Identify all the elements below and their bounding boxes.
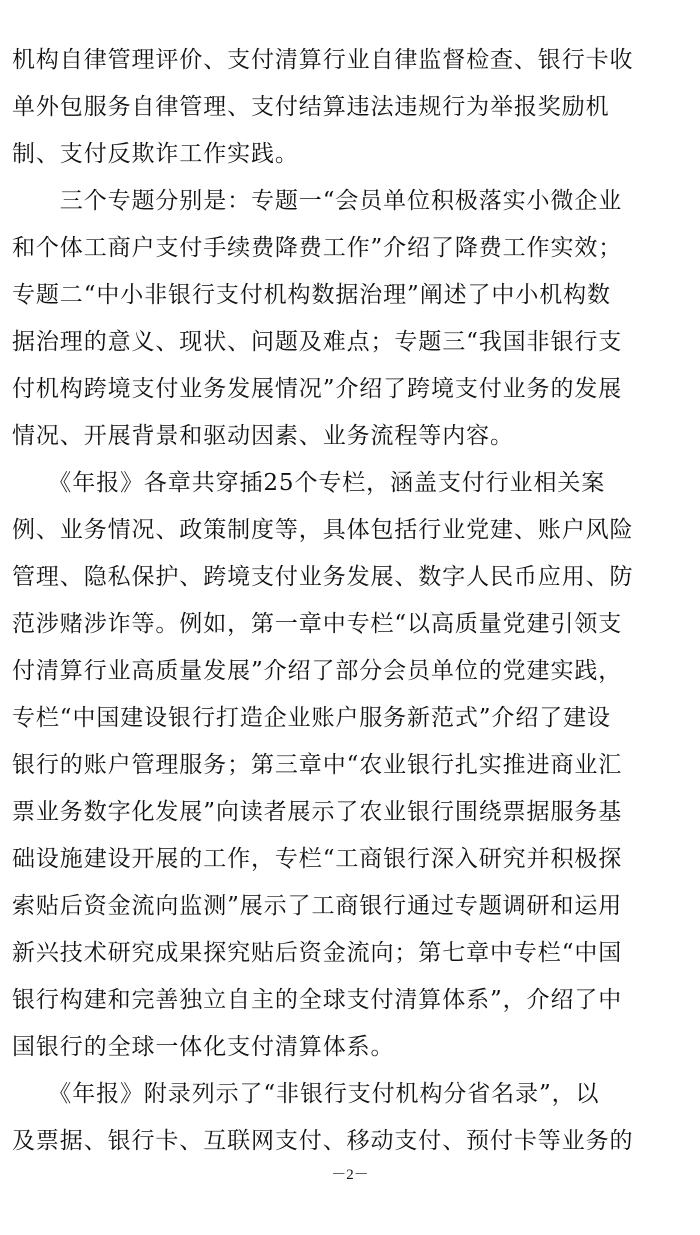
text-line: 索贴后资金流向监测”展示了工商银行通过专题调研和运用 xyxy=(12,893,623,919)
text-line: 《年报》附录列示了“非银行支付机构分省名录”，以 xyxy=(12,1081,600,1107)
text-line: 新兴技术研究成果探究贴后资金流向；第七章中专栏“中国 xyxy=(12,940,623,966)
text-line: 《年报》各章共穿插25个专栏，涵盖支付行业相关案 xyxy=(12,470,606,496)
text-line: 票业务数字化发展”向读者展示了农业银行围绕票据服务基 xyxy=(12,799,623,825)
text-line: 银行的账户管理服务；第三章中“农业银行扎实推进商业汇 xyxy=(12,752,623,778)
text-line: 制、支付反欺诈工作实践。 xyxy=(12,141,299,167)
text-line: 情况、开展背景和驱动因素、业务流程等内容。 xyxy=(12,423,514,449)
text-line: 范涉赌涉诈等。例如，第一章中专栏“以高质量党建引领支 xyxy=(12,611,623,637)
text-line: 及票据、银行卡、互联网支付、移动支付、预付卡等业务的 xyxy=(12,1128,634,1154)
text-line: 国银行的全球一体化支付清算体系。 xyxy=(12,1034,395,1060)
text-line: 付机构跨境支付业务发展情况”介绍了跨境支付业务的发展 xyxy=(12,376,623,402)
text-line: 和个体工商户支付手续费降费工作”介绍了降费工作实效； xyxy=(12,235,623,261)
text-line: 据治理的意义、现状、问题及难点；专题三“我国非银行支 xyxy=(12,329,623,355)
text-line: 管理、隐私保护、跨境支付业务发展、数字人民币应用、防 xyxy=(12,564,634,590)
text-line: 例、业务情况、政策制度等，具体包括行业党建、账户风险 xyxy=(12,517,634,543)
text-line: 三个专题分别是：专题一“会员单位积极落实小微企业 xyxy=(12,188,623,214)
text-line: 础设施建设开展的工作，专栏“工商银行深入研究并积极探 xyxy=(12,846,623,872)
text-line: 单外包服务自律管理、支付结算违法违规行为举报奖励机 xyxy=(12,94,610,120)
text-line: 专题二“中小非银行支付机构数据治理”阐述了中小机构数 xyxy=(12,282,611,308)
text-line: 银行构建和完善独立自主的全球支付清算体系”，介绍了中 xyxy=(12,987,623,1013)
page-number: －2－ xyxy=(331,1167,369,1183)
text-line: 专栏“中国建设银行打造企业账户服务新范式”介绍了建设 xyxy=(12,705,611,731)
text-line: 付清算行业高质量发展”介绍了部分会员单位的党建实践， xyxy=(12,658,623,684)
text-line: 机构自律管理评价、支付清算行业自律监督检查、银行卡收 xyxy=(12,47,634,73)
